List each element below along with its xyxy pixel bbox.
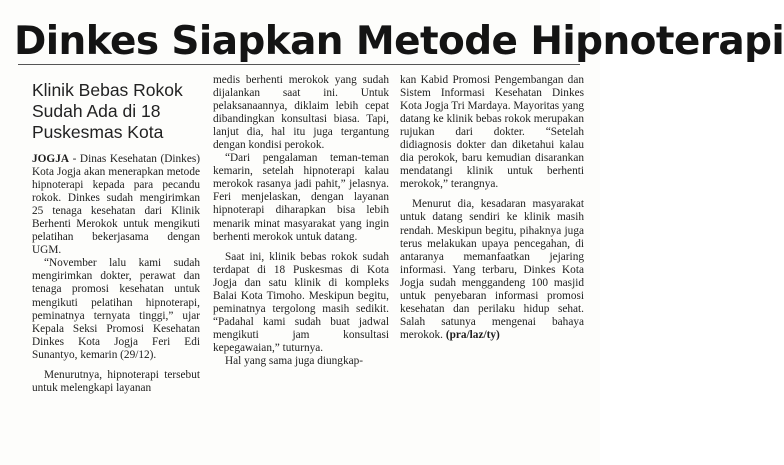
paragraph-9-text: Menurut dia, kesadaran masyarakat untuk datang sendiri ke klinik masih rendah. Meskipun begitu, pihaknya juga terus melakukan upaya pencegahan, di antaranya memanfaatkan jejaring informasi. Yang terbaru, Dinkes Kota Jogja sudah menggandeng 100 masjid untuk penyebaran informasi promosi kesehatan dan perilaku hidup sehat. Salah satunya mengenai bahaya merokok. — [400, 198, 584, 341]
article-headline: Dinkes Siapkan Metode Hipnoterapi — [14, 19, 784, 64]
paragraph-1 — [32, 153, 200, 257]
article-column-2 — [213, 74, 389, 368]
paragraph-2: “November lalu kami sudah mengirimkan dokter, perawat dan tenaga promosi kesehatan untuk mengikuti pelatihan hipnoterapi, peminatnya ternyata tinggi,” ujar Kepala Seksi Promosi Kesehatan Dinkes Kota Jogja Feri Edi Sunantyo, kemarin (29/12). — [32, 257, 200, 361]
paragraph-6: Saat ini, klinik bebas rokok sudah terdapat di 18 Puskesmas di Kota Jogja dan satu klinik di kompleks Balai Kota Timoho. Meskipun begitu, peminatnya tergolong masih sedikit. “Padahal kami sudah buat jadwal mengikuti jam konsultasi kepegawaian,” tuturnya. — [213, 250, 389, 354]
paragraph-7: Hal yang sama juga diungkap- — [225, 354, 364, 367]
article-dateline: JOGJA — [32, 153, 70, 165]
paragraph-5: “Dari pengalaman teman-teman kemarin, setelah hipnoterapi kalau merokok rasanya jadi pahit,” jelasnya. Feri menjelaskan, dengan layanan hipnoterapi diharapkan bisa lebih menarik minat masyarakat yang ingin berhenti merokok untuk datang. — [213, 152, 389, 243]
article-subheadline: Klinik Bebas Rokok Sudah Ada di 18 Puskesmas Kota — [32, 80, 183, 142]
paragraph-9 — [400, 198, 584, 342]
article-column-1 — [32, 72, 200, 395]
headline-divider — [18, 64, 580, 65]
paragraph-8: kan Kabid Promosi Pengembangan dan Sistem Informasi Kesehatan Dinkes Kota Jogja Tri Mardaya. Mayoritas yang datang ke klinik bebas rokok merupakan rujukan dari dokter. “Setelah didiagnosis dokter dan diketahui kalau dia perokok, baru kemudian disarankan mendatangi klinik untuk berhenti merokok,” terangnya. — [400, 74, 584, 191]
article-column-3 — [400, 74, 584, 342]
paragraph-1-text: - Dinas Kesehatan (Dinkes) Kota Jogja akan menerapkan metode hipnoterapi kepada para pecandu rokok. Dinkes sudah mengirimkan 25 tenaga kesehatan dari Klinik Berhenti Merokok untuk mengikuti pelatihan bekerjasama dengan UGM. — [32, 153, 200, 257]
paragraph-3: Menurutnya, hipnoterapi tersebut untuk melengkapi layanan — [32, 368, 200, 394]
article-byline: (pra/laz/ty) — [445, 328, 500, 341]
paragraph-4: medis berhenti merokok yang sudah dijalankan saat ini. Untuk pelaksanaannya, diklaim lebih cepat dibandingkan konsultasi biasa. Tapi, lanjut dia, hal itu juga tergantung dengan kondisi perokok. — [213, 74, 389, 152]
